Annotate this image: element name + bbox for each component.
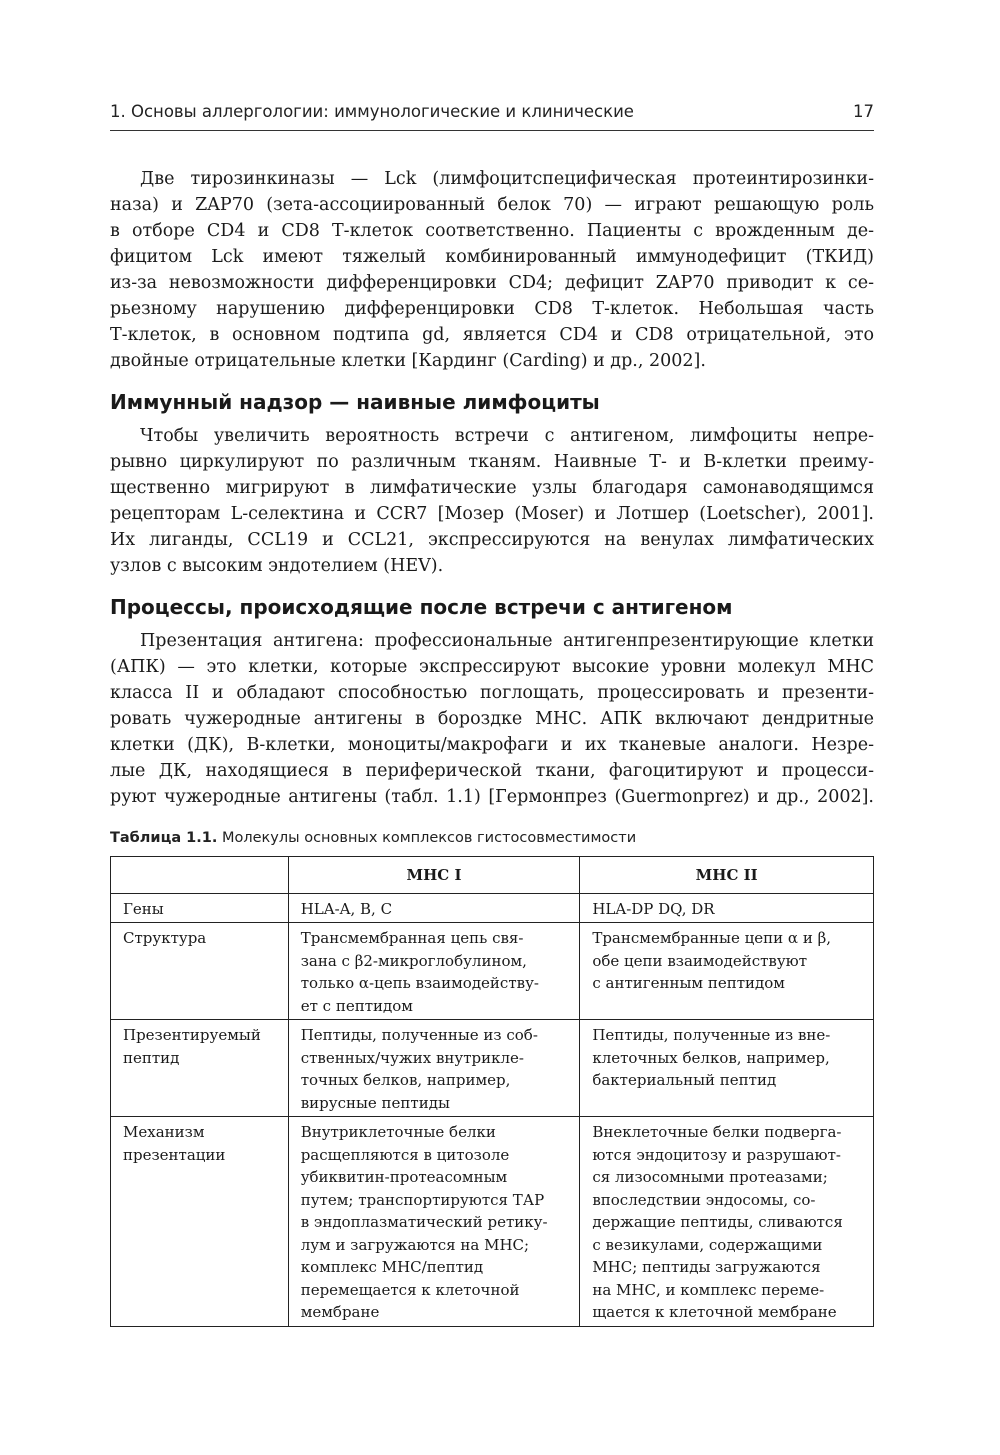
text-line: рецепторам L-селектина и CCR7 [Мозер (Moser) и Лотшер (Loetscher), 2001]. [110, 504, 874, 524]
cell-text-line: Трансмембранные цепи α и β, [592, 929, 832, 947]
text-line: (АПК) — это клетки, которые экспрессируют высокие уровни молекул МНС [110, 657, 874, 677]
cell-text-line: комплекс МНС/пептид [300, 1258, 484, 1276]
mhc2-cell [580, 893, 874, 923]
text-line: в отборе CD4 и CD8 Т-клеток соответственно. Пациенты с врожденным де- [110, 221, 874, 241]
text-line: ровать чужеродные антигены в бороздке МНС. АПК включают дендритные [110, 709, 874, 729]
mhc1-cell [288, 893, 580, 923]
table-header-row [111, 857, 874, 894]
row-label-cell [111, 1020, 289, 1117]
chapter-title: 1. Основы аллергологии: иммунологические и клинические [110, 102, 634, 121]
cell-text-line: зана с β2-микроглобулином, [300, 951, 527, 970]
table-row [111, 1020, 874, 1117]
text-line: Чтобы увеличить вероятность встречи с антигеном, лимфоциты непре- [140, 426, 874, 446]
cell-text-line: Внеклеточные белки подверга- [592, 1123, 842, 1141]
cell-text-line: вирусные пептиды [300, 1093, 450, 1112]
header-cell-empty [111, 857, 289, 894]
cell-text-line: в эндоплазматический ретику- [300, 1213, 548, 1231]
text-line: лые ДК, находящиеся в периферической ткани, фагоцитируют и процесси- [110, 761, 874, 781]
mhc2-cell [580, 1117, 874, 1327]
cell-text-line: Гены [123, 899, 164, 918]
row-label-cell [111, 1117, 289, 1327]
cell-text-line: мембране [300, 1303, 380, 1321]
mhc1-cell [288, 1020, 580, 1117]
cell-text-line: с везикулами, содержащими [592, 1235, 823, 1254]
table-caption-label: Таблица 1.1. [110, 830, 218, 846]
cell-text-line: Механизм [123, 1123, 205, 1141]
text-line: клетки (ДК), В-клетки, моноциты/макрофаги и их тканевые аналоги. Незре- [110, 735, 874, 755]
text-line: класса II и обладают способностью поглощать, процессировать и презенти- [110, 683, 874, 703]
text-line: фицитом Lck имеют тяжелый комбинированный иммунодефицит (ТКИД) [110, 247, 874, 267]
cell-text-line: держащие пептиды, сливаются [592, 1213, 843, 1231]
cell-text-line: Пептиды, полученные из соб- [300, 1026, 538, 1044]
text-line: из-за невозможности дифференцировки CD4; дефицит ZAP70 приводит к се- [110, 273, 874, 293]
cell-text-line: с антигенным пептидом [592, 974, 785, 992]
row-label-cell [111, 923, 289, 1020]
cell-text-line: ет с пептидом [300, 996, 413, 1015]
text-line: Две тирозинкиназы — Lck (лимфоцитспецифическая протеинтирозинки- [140, 169, 874, 189]
table-row [111, 1117, 874, 1327]
text-line: рывно циркулируют по различным тканям. Наивные Т- и В-клетки преиму- [110, 452, 874, 472]
cell-text-line: Структура [123, 929, 207, 947]
running-header [110, 100, 874, 131]
mhc2-cell [580, 923, 874, 1020]
page-number: 17 [853, 102, 874, 121]
cell-text-line: ственных/чужих внутрикле- [300, 1048, 524, 1067]
table-row [111, 923, 874, 1020]
cell-text-line: ся лизосомными протеазами; [592, 1168, 828, 1186]
text-line: наза) и ZAP70 (зета-ассоциированный белок 70) — играют решающую роль [110, 195, 874, 215]
cell-text-line: лум и загружаются на МНС; [300, 1235, 530, 1254]
text-line: двойные отрицательные клетки [Кардинг (Carding) и др., 2002]. [110, 351, 706, 371]
text-line: руют чужеродные антигены (табл. 1.1) [Гермонпрез (Guermonprez) и др., 2002]. [110, 787, 874, 807]
section-heading-immune-surveillance: Иммунный надзор — наивные лимфоциты [110, 390, 600, 414]
cell-text-line: клеточных белков, например, [592, 1048, 830, 1067]
cell-text-line: HLA-DP DQ, DR [592, 899, 715, 918]
cell-text-line: Трансмембранная цепь свя- [300, 929, 524, 947]
cell-text-line: пептид [123, 1048, 180, 1067]
cell-text-line: HLA-A, B, C [300, 899, 393, 918]
mhc1-cell [288, 923, 580, 1020]
mhc1-cell [288, 1117, 580, 1327]
cell-text-line: только α-цепь взаимодейству- [300, 974, 539, 992]
text-line: узлов с высоким эндотелием (HEV). [110, 556, 444, 576]
text-line: Их лиганды, CCL19 и CCL21, экспрессируются на венулах лимфатических [110, 530, 874, 550]
paragraph-tyrosine-kinases [110, 166, 874, 374]
cell-text-line: убиквитин-протеасомным [300, 1168, 508, 1186]
cell-text-line: путем; транспортируются ТАР [300, 1190, 545, 1209]
text-line: Т-клеток, в основном подтипа gd, является CD4 и CD8 отрицательной, это [110, 325, 874, 345]
cell-text-line: расщепляются в цитозоле [300, 1145, 510, 1164]
cell-text-line: на МНС, и комплекс переме- [592, 1280, 825, 1299]
table-row [111, 893, 874, 923]
cell-text-line: Пептиды, полученные из вне- [592, 1026, 831, 1044]
row-label-cell [111, 893, 289, 923]
header-cell-mhc2: МНС II [580, 857, 874, 894]
text-line: Презентация антигена: профессиональные антигенпрезентирующие клетки [140, 631, 874, 651]
text-line: щественно мигрируют в лимфатические узлы благодаря самонаводящимся [110, 478, 874, 498]
table-caption-text: Молекулы основных комплексов гистосовместимости [217, 830, 637, 846]
header-cell-mhc1: МНС I [288, 857, 580, 894]
section-heading-antigen-processes: Процессы, происходящие после встречи с антигеном [110, 595, 733, 619]
cell-text-line: Внутриклеточные белки [300, 1123, 496, 1141]
text-line: рьезному нарушению дифференцировки CD8 Т-клеток. Небольшая часть [110, 299, 874, 319]
mhc-table [110, 856, 874, 1327]
paragraph-naive-lymphocytes [110, 423, 874, 579]
cell-text-line: щается к клеточной мембране [592, 1303, 837, 1321]
paragraph-antigen-presentation [110, 628, 874, 810]
cell-text-line: бактериальный пептид [592, 1071, 777, 1089]
cell-text-line: перемещается к клеточной [300, 1280, 520, 1299]
cell-text-line: Презентируемый [123, 1026, 261, 1044]
mhc2-cell [580, 1020, 874, 1117]
cell-text-line: обе цепи взаимодействуют [592, 951, 808, 970]
cell-text-line: впоследствии эндосомы, со- [592, 1190, 816, 1209]
cell-text-line: точных белков, например, [300, 1071, 511, 1089]
cell-text-line: МНС; пептиды загружаются [592, 1258, 821, 1276]
cell-text-line: ются эндоцитозу и разрушают- [592, 1145, 841, 1164]
table-caption [110, 830, 636, 846]
cell-text-line: презентации [123, 1145, 226, 1164]
